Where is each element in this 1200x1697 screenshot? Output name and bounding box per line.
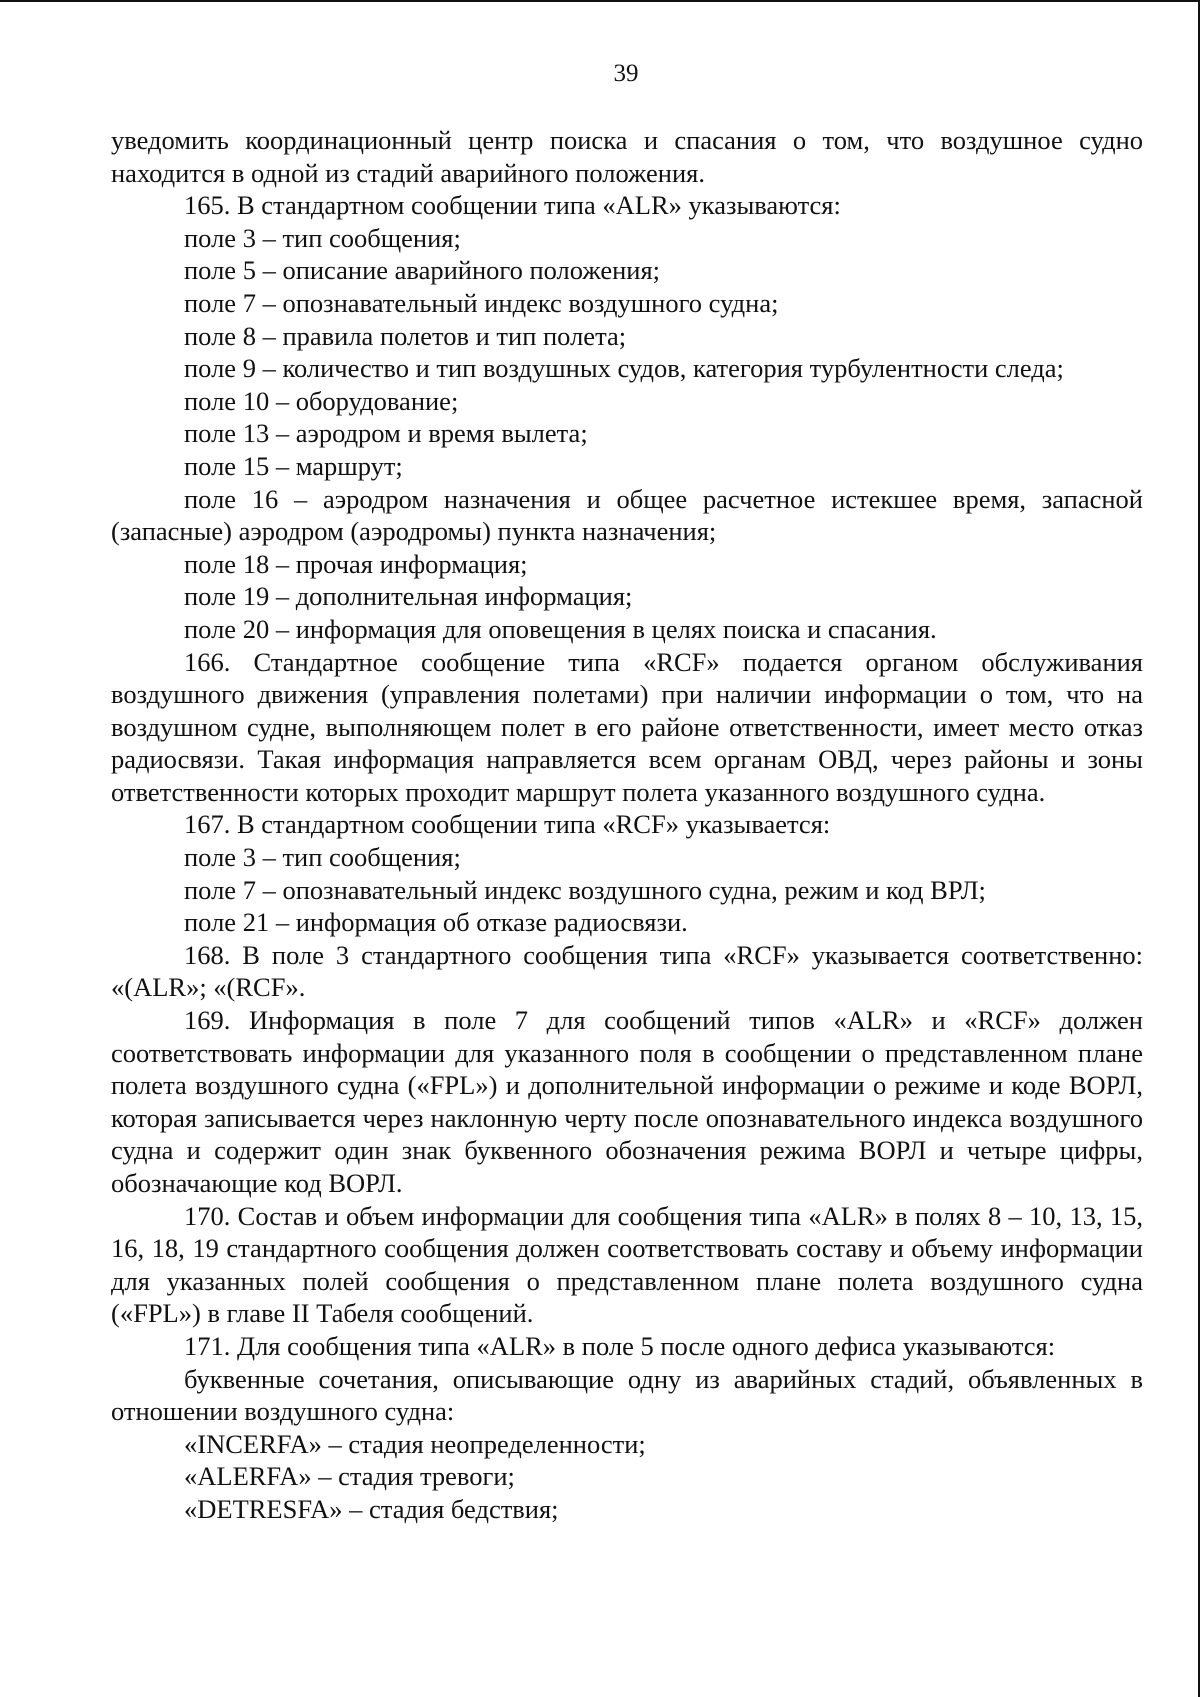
paragraph: 171. Для сообщения типа «ALR» в поле 5 после одного дефиса указываются: — [184, 1330, 1056, 1361]
document-body — [111, 124, 1143, 1526]
paragraph: буквенные сочетания, описывающие одну из аварийных стадий, объявленных в отношении воздушного судна: — [111, 1363, 1143, 1427]
list-item: поле 7 – опознавательный индекс воздушного судна, режим и код ВРЛ; — [184, 874, 986, 905]
paragraph: 168. В поле 3 стандартного сообщения типа «RCF» указывается соответственно: «(ALR»; «(RCF». — [111, 939, 1143, 1003]
list-item: поле 16 – аэродром назначения и общее расчетное истекшее время, запасной (запасные) аэродром (аэродромы) пункта назначения; — [111, 483, 1143, 547]
list-item: поле 8 – правила полетов и тип полета; — [184, 320, 627, 351]
paragraph: 166. Стандартное сообщение типа «RCF» подается органом обслуживания воздушного движения (управления полетами) при наличии информации о том, что на воздушном судне, выполняющем полет в его районе ответственности, имеет место отказ радиосвязи. Такая информация направляется всем органам ОВД, через районы и зоны ответственности которых проходит маршрут полета указанного воздушного судна. — [111, 646, 1143, 807]
list-item: поле 20 – информация для оповещения в целях поиска и спасания. — [184, 613, 937, 644]
list-item: поле 21 – информация об отказе радиосвязи. — [184, 907, 688, 938]
list-item: «ALERFA» – стадия тревоги; — [184, 1461, 515, 1492]
list-item: поле 5 – описание аварийного положения; — [184, 255, 661, 286]
list-item: «DETRESFA» – стадия бедствия; — [184, 1493, 559, 1524]
paragraph: уведомить координационный центр поиска и спасания о том, что воздушное судно находится в одной из стадий аварийного положения. — [111, 125, 1143, 188]
list-item: поле 15 – маршрут; — [184, 450, 403, 481]
list-item: поле 10 – оборудование; — [184, 385, 459, 416]
list-item: поле 9 – количество и тип воздушных судов, категория турбулентности следа; — [184, 353, 1064, 384]
list-item: «INCERFA» – стадия неопределенности; — [184, 1428, 646, 1459]
list-item: поле 7 – опознавательный индекс воздушного судна; — [184, 287, 779, 318]
list-item: поле 13 – аэродром и время вылета; — [184, 418, 588, 449]
list-item: поле 3 – тип сообщения; — [184, 222, 461, 253]
list-item: поле 19 – дополнительная информация; — [184, 581, 633, 612]
paragraph: 170. Состав и объем информации для сообщения типа «ALR» в полях 8 – 10, 13, 15, 16, 18, 19 стандартного сообщения должен соответствовать составу и объему информации для указанных полей сообщения о представленном плане полета воздушного судна («FPL») в главе II Табеля сообщений. — [111, 1200, 1143, 1329]
list-item: поле 3 – тип сообщения; — [184, 842, 461, 873]
paragraph: 165. В стандартном сообщении типа «ALR» указываются: — [184, 190, 841, 221]
list-item: поле 18 – прочая информация; — [184, 548, 528, 579]
page-number: 39 — [613, 60, 639, 87]
paragraph: 169. Информация в поле 7 для сообщений типов «ALR» и «RCF» должен соответствовать информации для указанного поля в сообщении о представленном плане полета воздушного судна («FPL») и дополнительной информации о режиме и коде ВОРЛ, которая записывается через наклонную черту после опознавательного индекса воздушного судна и содержит один знак буквенного обозначения режима ВОРЛ и четыре цифры, обозначающие код ВОРЛ. — [111, 1005, 1143, 1198]
paragraph: 167. В стандартном сообщении типа «RCF» указывается: — [184, 809, 831, 840]
